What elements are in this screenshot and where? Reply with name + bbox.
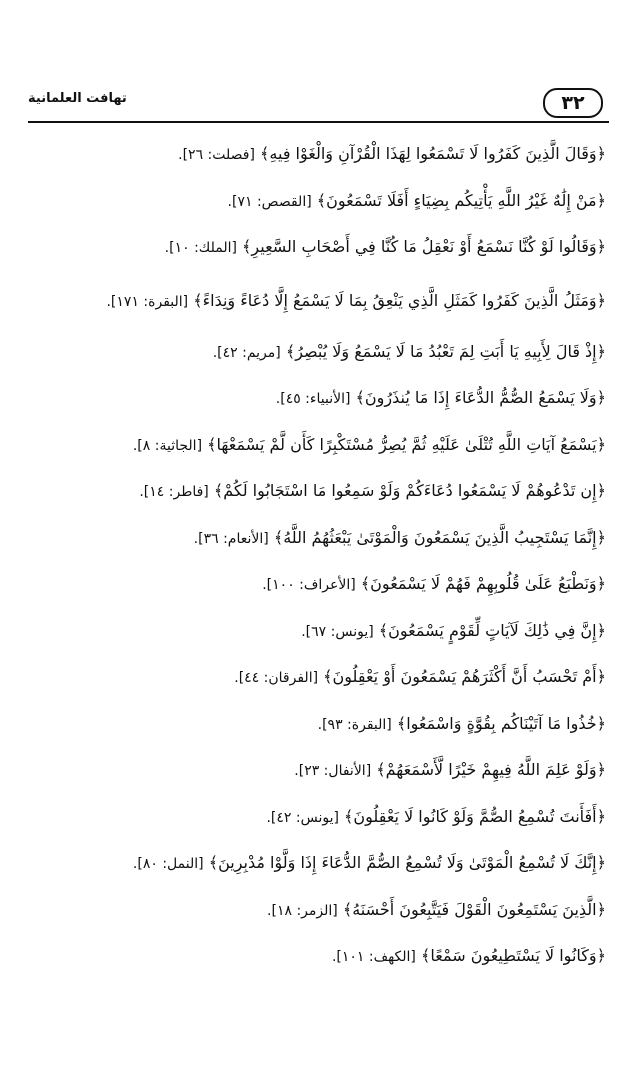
verse-reference: [الفرقان: ٤٤]. xyxy=(234,670,319,686)
verse-text: ﴿إِن تَدْعُوهُمْ لَا يَسْمَعُوا دُعَاءَكُمْ وَلَوْ سَمِعُوا مَا اسْتَجَابُوا لَكُمْ﴾ xyxy=(213,481,606,500)
verse-reference: [الجاثية: ٨]. xyxy=(132,437,203,454)
verse-line xyxy=(28,758,606,782)
verse-text: ﴿وَمَثَلُ الَّذِينَ كَفَرُوا كَمَثَلِ الَّذِي يَنْعِقُ بِمَا لَا يَسْمَعُ إِلَّا دُعَاءً وَنِدَاءً﴾ xyxy=(193,290,606,310)
verse-line xyxy=(28,433,606,457)
verse-reference: [القصص: ٧١]. xyxy=(227,193,312,210)
verse-text: ﴿إِنَّ فِي ذَٰلِكَ لَآيَاتٍ لِّقَوْمٍ يَسْمَعُونَ﴾ xyxy=(378,620,606,640)
verse-reference: [البقرة: ١٧١]. xyxy=(106,293,189,310)
verse-text: ﴿يَسْمَعُ آيَاتِ اللَّهِ تُتْلَىٰ عَلَيْهِ ثُمَّ يُصِرُّ مُسْتَكْبِرًا كَأَن لَّمْ يَسْمَعْهَا﴾ xyxy=(207,434,606,454)
verse-text: ﴿إِنَّكَ لَا تُسْمِعُ الْمَوْتَىٰ وَلَا تُسْمِعُ الصُّمَّ الدُّعَاءَ إِذَا وَلَّوْا مُدْبِرِينَ﴾ xyxy=(208,853,606,872)
page-number: ٣٢ xyxy=(543,88,603,118)
verse-text: ﴿الَّذِينَ يَسْتَمِعُونَ الْقَوْلَ فَيَتَّبِعُونَ أَحْسَنَهُ﴾ xyxy=(342,899,606,919)
verse-text: ﴿إِنَّمَا يَسْتَجِيبُ الَّذِينَ يَسْمَعُونَ وَالْمَوْتَىٰ يَبْعَثُهُمُ اللَّهُ﴾ xyxy=(273,527,606,547)
verse-reference: [يونس: ٦٧]. xyxy=(301,623,374,640)
verse-reference: [الأنبياء: ٤٥]. xyxy=(275,391,351,407)
verse-line xyxy=(28,805,606,829)
verse-text: ﴿وَنَطْبَعُ عَلَىٰ قُلُوبِهِمْ فَهُمْ لَا يَسْمَعُونَ﴾ xyxy=(360,574,606,593)
verse-list xyxy=(28,142,606,991)
verse-reference: [الأنعام: ٣٦]. xyxy=(193,530,269,547)
verse-text: ﴿وَقَالَ الَّذِينَ كَفَرُوا لَا تَسْمَعُوا لِهَذَا الْقُرْآنِ وَالْغَوْا فِيهِ﴾ xyxy=(260,144,606,163)
verse-reference: [الأنفال: ٢٣]. xyxy=(294,763,372,779)
verse-text: ﴿وَقَالُوا لَوْ كُنَّا نَسْمَعُ أَوْ نَعْقِلُ مَا كُنَّا فِي أَصْحَابِ السَّعِيرِ﴾ xyxy=(242,237,606,256)
verse-reference: [النمل: ٨٠]. xyxy=(132,856,204,872)
verse-reference: [الملك: ١٠]. xyxy=(164,240,237,256)
verse-reference: [فاطر: ١٤]. xyxy=(139,484,209,500)
verse-line xyxy=(28,898,606,922)
verse-line xyxy=(28,282,606,321)
verse-text: ﴿إِذْ قَالَ لِأَبِيهِ يَا أَبَتِ لِمَ تَعْبُدُ مَا لَا يَسْمَعُ وَلَا يُبْصِرُ﴾ xyxy=(285,341,606,361)
verse-text: ﴿وَكَانُوا لَا يَسْتَطِيعُونَ سَمْعًا﴾ xyxy=(420,946,606,965)
verse-line xyxy=(28,619,606,643)
verse-reference: [البقرة: ٩٣]. xyxy=(317,716,392,733)
header-rule xyxy=(28,121,609,123)
verse-text: ﴿وَلَا يَسْمَعُ الصُّمُّ الدُّعَاءَ إِذَا مَا يُنذَرُونَ﴾ xyxy=(355,388,606,407)
verse-text: ﴿أَفَأَنتَ تُسْمِعُ الصُّمَّ وَلَوْ كَانُوا لَا يَعْقِلُونَ﴾ xyxy=(344,806,606,826)
verse-text: ﴿أَمْ تَحْسَبُ أَنَّ أَكْثَرَهُمْ يَسْمَعُونَ أَوْ يَعْقِلُونَ﴾ xyxy=(323,667,606,686)
verse-line xyxy=(28,340,606,364)
verse-line xyxy=(28,142,606,166)
verse-line xyxy=(28,526,606,550)
verse-line xyxy=(28,712,606,736)
verse-text: ﴿مَنْ إِلَٰهٌ غَيْرُ اللَّهِ يَأْتِيكُم بِضِيَاءٍ أَفَلَا تَسْمَعُونَ﴾ xyxy=(316,190,606,210)
verse-reference: [الزمر: ١٨]. xyxy=(267,902,338,919)
verse-reference: [مريم: ٤٢]. xyxy=(212,344,281,361)
verse-line xyxy=(28,572,606,596)
verse-line xyxy=(28,851,606,875)
verse-reference: [يونس: ٤٢]. xyxy=(266,809,339,826)
verse-line xyxy=(28,479,606,503)
verse-text: ﴿خُذُوا مَا آتَيْنَاكُم بِقُوَّةٍ وَاسْمَعُوا﴾ xyxy=(396,713,606,733)
verse-line xyxy=(28,665,606,689)
verse-line xyxy=(28,189,606,213)
verse-line xyxy=(28,235,606,259)
verse-reference: [الكهف: ١٠١]. xyxy=(331,949,416,965)
verse-text: ﴿وَلَوْ عَلِمَ اللَّهُ فِيهِمْ خَيْرًا لَّأَسْمَعَهُمْ﴾ xyxy=(376,760,606,779)
verse-reference: [فصلت: ٢٦]. xyxy=(178,147,255,163)
verse-line xyxy=(28,944,606,968)
verse-line xyxy=(28,386,606,410)
verse-reference: [الأعراف: ١٠٠]. xyxy=(262,577,356,593)
page-header xyxy=(28,88,609,118)
running-title: تهافت العلمانية xyxy=(28,91,127,106)
